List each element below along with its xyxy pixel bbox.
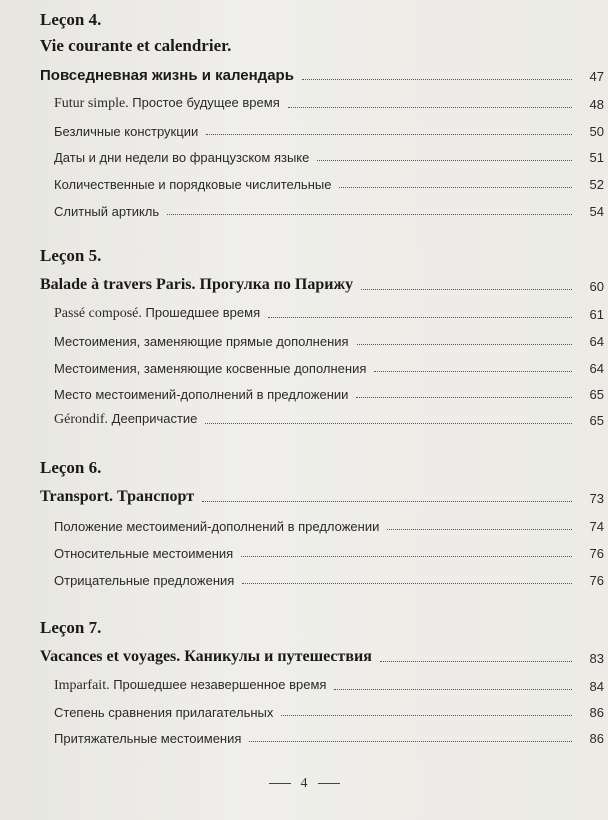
entry-label: Притяжательные местоимения (54, 731, 242, 746)
toc-entry[interactable] (0, 380, 608, 402)
dot-leader (281, 715, 572, 716)
toc-entry[interactable] (0, 539, 608, 561)
entry-label: Относительные местоимения (54, 546, 234, 561)
lesson-6-label: Leçon 6. (40, 458, 102, 477)
page-number: 4 (300, 776, 308, 791)
entry-page-number: 52 (589, 177, 604, 192)
dot-leader (268, 317, 572, 318)
dot-leader (241, 556, 572, 557)
dot-leader (302, 79, 572, 80)
toc-entry[interactable] (0, 406, 608, 428)
entry-label: Даты и дни недели во французском языке (54, 150, 310, 165)
entry-page-number: 86 (589, 731, 604, 746)
entry-label: Отрицательные предложения (54, 573, 235, 588)
entry-french-term: Futur simple. (54, 96, 129, 111)
dot-leader (205, 423, 572, 424)
toc-entry-lesson-7[interactable] (0, 644, 608, 666)
dot-leader (242, 583, 572, 584)
lesson-7-label: Leçon 7. (40, 618, 102, 637)
entry-label: Transport. Транспорт (40, 488, 195, 505)
dot-leader (356, 397, 572, 398)
toc-entry-lesson-4[interactable] (0, 62, 608, 84)
entry-label: Прошедшее время (141, 305, 261, 320)
entry-label: Место местоимений-дополнений в предложении (54, 387, 349, 402)
entry-page-number: 65 (589, 387, 604, 402)
entry-label: Количественные и порядковые числительные (54, 177, 332, 192)
entry-french-term: Imparfait. (54, 678, 110, 693)
toc-entry[interactable] (0, 170, 608, 192)
entry-page-number: 73 (589, 491, 604, 506)
entry-label: Vacances et voyages. Каникулы и путешествия (40, 648, 372, 665)
entry-page-number: 76 (589, 573, 604, 588)
page-footer (0, 776, 608, 792)
toc-entry[interactable] (0, 724, 608, 746)
entry-page-number: 84 (589, 679, 604, 694)
entry-label: Деепричастие (108, 411, 198, 426)
dot-leader (374, 371, 572, 372)
entry-page-number: 76 (589, 546, 604, 561)
entry-page-number: 86 (589, 705, 604, 720)
entry-french-term: Passé composé. (54, 306, 142, 321)
toc-entry[interactable] (0, 327, 608, 349)
dot-leader (206, 134, 572, 135)
entry-page-number: 47 (589, 69, 604, 84)
entry-label: Местоимения, заменяющие косвенные дополнения (54, 361, 367, 376)
entry-page-number: 50 (589, 124, 604, 139)
footer-dash-left (269, 783, 291, 784)
dot-leader (357, 344, 572, 345)
dot-leader (167, 214, 572, 215)
lesson-5-label: Leçon 5. (40, 246, 102, 265)
entry-label: Слитный артикль (54, 204, 160, 219)
toc-entry[interactable] (0, 143, 608, 165)
entry-page-number: 64 (589, 334, 604, 349)
toc-entry[interactable] (0, 197, 608, 219)
toc-entry[interactable] (0, 90, 608, 112)
entry-label: Местоимения, заменяющие прямые дополнения (54, 334, 349, 349)
entry-label: Безличные конструкции (54, 124, 199, 139)
toc-entry[interactable] (0, 672, 608, 694)
toc-entry[interactable] (0, 354, 608, 376)
entry-label: Простое будущее время (128, 95, 280, 110)
entry-label: Прошедшее незавершенное время (109, 677, 327, 692)
entry-page-number: 60 (589, 279, 604, 294)
toc-entry[interactable] (0, 117, 608, 139)
entry-page-number: 61 (589, 307, 604, 322)
entry-page-number: 48 (589, 97, 604, 112)
entry-label: Balade à travers Paris. Прогулка по Парижу (40, 276, 354, 293)
toc-entry-lesson-6[interactable] (0, 484, 608, 506)
dot-leader (361, 289, 572, 290)
entry-page-number: 65 (589, 413, 604, 428)
toc-entry[interactable] (0, 512, 608, 534)
entry-label: Положение местоимений-дополнений в предложении (54, 519, 380, 534)
entry-page-number: 64 (589, 361, 604, 376)
dot-leader (380, 661, 572, 662)
entry-page-number: 83 (589, 651, 604, 666)
toc-entry[interactable] (0, 300, 608, 322)
lesson-4-label: Leçon 4. (40, 10, 102, 29)
dot-leader (387, 529, 572, 530)
dot-leader (249, 741, 572, 742)
footer-dash-right (318, 783, 340, 784)
entry-page-number: 51 (589, 150, 604, 165)
toc-entry[interactable] (0, 566, 608, 588)
toc-entry[interactable] (0, 698, 608, 720)
lesson-4-heading-line: Vie courante et calendrier. (40, 36, 232, 55)
entry-label: Повседневная жизнь и календарь (40, 67, 294, 84)
entry-page-number: 74 (589, 519, 604, 534)
dot-leader (317, 160, 572, 161)
dot-leader (288, 107, 572, 108)
entry-page-number: 54 (589, 204, 604, 219)
entry-label: Степень сравнения прилагательных (54, 705, 274, 720)
dot-leader (339, 187, 572, 188)
dot-leader (334, 689, 572, 690)
entry-french-term: Gérondif. (54, 412, 109, 427)
toc-entry-lesson-5[interactable] (0, 272, 608, 294)
dot-leader (202, 501, 572, 502)
